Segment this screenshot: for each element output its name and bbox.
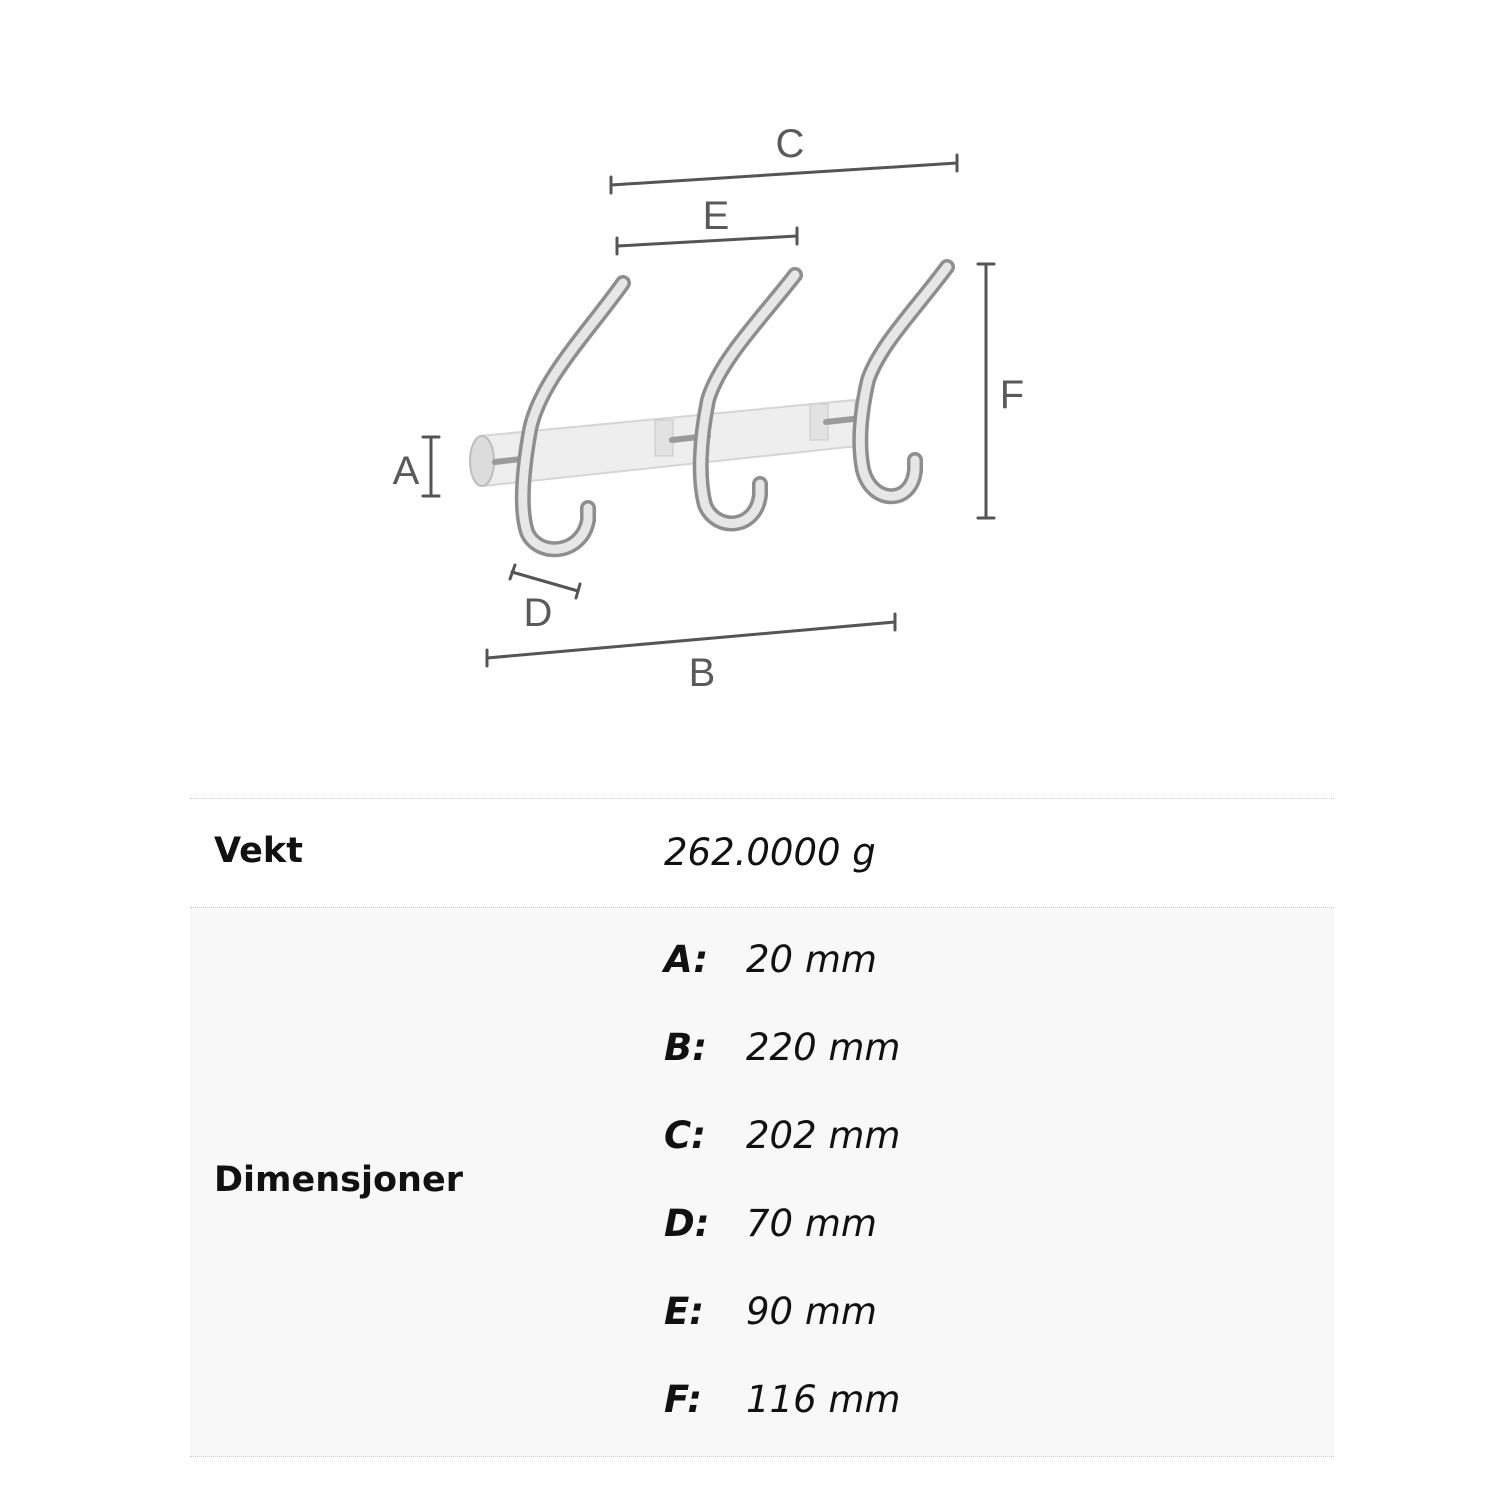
dimension-key: B: bbox=[664, 1026, 707, 1069]
dimension-label-b: B bbox=[688, 651, 716, 695]
weight-row bbox=[190, 798, 1334, 907]
dimension-item-d bbox=[664, 1202, 900, 1290]
dimension-item-f bbox=[664, 1378, 900, 1466]
dimension-item-a bbox=[664, 938, 900, 1026]
dimension-label-f: F bbox=[999, 373, 1025, 417]
dimension-key: D: bbox=[664, 1202, 710, 1245]
hooks bbox=[523, 267, 947, 549]
dimension-value: 20 mm bbox=[746, 938, 877, 981]
dimension-key: E: bbox=[664, 1290, 705, 1333]
weight-value: 262.0000 g bbox=[664, 831, 876, 874]
dimension-key: F: bbox=[664, 1378, 703, 1421]
dimensions-label: Dimensjoner bbox=[214, 1160, 463, 1200]
dimension-label-d: D bbox=[523, 591, 553, 635]
dimensions-list bbox=[664, 938, 900, 1466]
dimension-key: C: bbox=[664, 1114, 706, 1157]
dimension-item-e bbox=[664, 1290, 900, 1378]
dimension-label-a: A bbox=[392, 449, 420, 493]
dimension-value: 220 mm bbox=[746, 1026, 901, 1069]
dimension-value: 202 mm bbox=[746, 1114, 901, 1157]
dimension-item-c bbox=[664, 1114, 900, 1202]
dimension-key: A: bbox=[664, 938, 709, 981]
dimensions-row bbox=[190, 907, 1334, 1457]
dimension-item-b bbox=[664, 1026, 900, 1114]
specification-table bbox=[190, 798, 1334, 1457]
dimension-value: 90 mm bbox=[746, 1290, 877, 1333]
dimension-value: 70 mm bbox=[746, 1202, 877, 1245]
dimension-label-e: E bbox=[702, 194, 730, 238]
dimension-value: 116 mm bbox=[746, 1378, 901, 1421]
dimension-label-c: C bbox=[775, 122, 805, 166]
weight-label: Vekt bbox=[214, 831, 303, 871]
